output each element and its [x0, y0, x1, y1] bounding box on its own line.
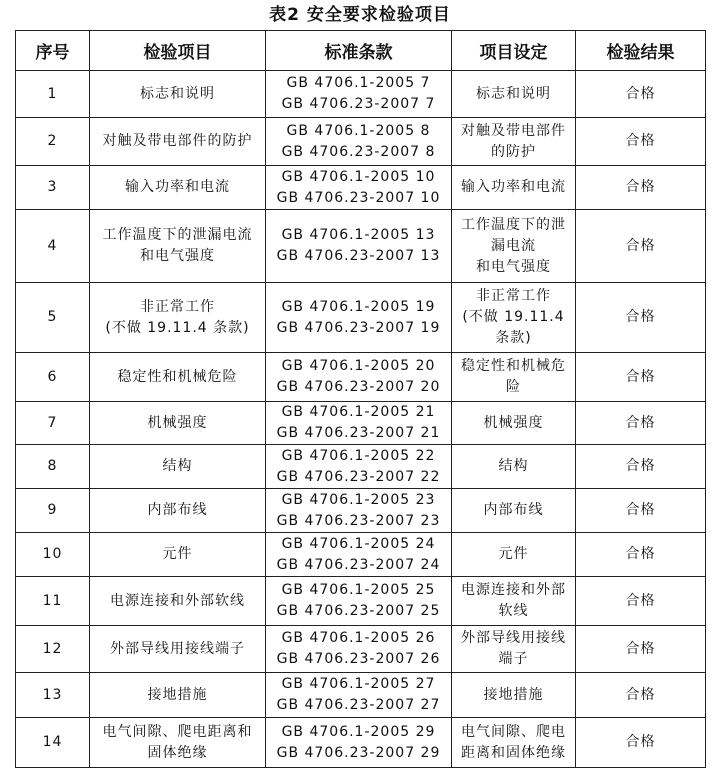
row-number: 7 — [16, 402, 90, 445]
row-setting: 工作温度下的泄漏电流 和电气强度 — [452, 210, 576, 283]
row-number: 13 — [16, 673, 90, 718]
row-standard: GB 4706.1-2005 19 GB 4706.23-2007 19 — [266, 283, 452, 353]
row-standard: GB 4706.1-2005 10 GB 4706.23-2007 10 — [266, 166, 452, 210]
row-standard: GB 4706.1-2005 26 GB 4706.23-2007 26 — [266, 626, 452, 673]
row-item: 电源连接和外部软线 — [90, 577, 266, 626]
row-standard: GB 4706.1-2005 20 GB 4706.23-2007 20 — [266, 353, 452, 402]
header-standard: 标准条款 — [266, 31, 452, 71]
row-setting: 电源连接和外部软线 — [452, 577, 576, 626]
row-standard: GB 4706.1-2005 25 GB 4706.23-2007 25 — [266, 577, 452, 626]
row-standard: GB 4706.1-2005 24 GB 4706.23-2007 24 — [266, 533, 452, 577]
row-item: 电气间隙、爬电距离和 固体绝缘 — [90, 718, 266, 768]
safety-requirements-table — [15, 30, 706, 768]
row-setting: 标志和说明 — [452, 71, 576, 118]
row-setting: 机械强度 — [452, 402, 576, 445]
table-title: 表2 安全要求检验项目 — [269, 5, 451, 25]
row-result: 合格 — [576, 402, 706, 445]
row-result: 合格 — [576, 673, 706, 718]
row-standard: GB 4706.1-2005 29 GB 4706.23-2007 29 — [266, 718, 452, 768]
table-row — [16, 489, 706, 533]
row-item: 结构 — [90, 445, 266, 489]
row-standard: GB 4706.1-2005 27 GB 4706.23-2007 27 — [266, 673, 452, 718]
table-row — [16, 673, 706, 718]
row-standard: GB 4706.1-2005 13 GB 4706.23-2007 13 — [266, 210, 452, 283]
row-result: 合格 — [576, 283, 706, 353]
row-result: 合格 — [576, 166, 706, 210]
header-no: 序号 — [16, 31, 90, 71]
row-setting: 非正常工作 (不做 19.11.4 条款) — [452, 283, 576, 353]
row-number: 12 — [16, 626, 90, 673]
row-standard: GB 4706.1-2005 7 GB 4706.23-2007 7 — [266, 71, 452, 118]
table-row — [16, 353, 706, 402]
header-result: 检验结果 — [576, 31, 706, 71]
row-item: 元件 — [90, 533, 266, 577]
row-setting: 元件 — [452, 533, 576, 577]
row-item: 对触及带电部件的防护 — [90, 118, 266, 166]
row-result: 合格 — [576, 626, 706, 673]
row-standard: GB 4706.1-2005 8 GB 4706.23-2007 8 — [266, 118, 452, 166]
row-number: 10 — [16, 533, 90, 577]
header-setting: 项目设定 — [452, 31, 576, 71]
table-row — [16, 445, 706, 489]
row-result: 合格 — [576, 71, 706, 118]
row-standard: GB 4706.1-2005 22 GB 4706.23-2007 22 — [266, 445, 452, 489]
row-number: 11 — [16, 577, 90, 626]
table-row — [16, 533, 706, 577]
header-row — [16, 31, 706, 71]
table-row — [16, 718, 706, 768]
row-setting: 结构 — [452, 445, 576, 489]
table-row — [16, 577, 706, 626]
header-item: 检验项目 — [90, 31, 266, 71]
row-number: 5 — [16, 283, 90, 353]
table-row — [16, 626, 706, 673]
row-standard: GB 4706.1-2005 21 GB 4706.23-2007 21 — [266, 402, 452, 445]
table-row — [16, 210, 706, 283]
row-item: 稳定性和机械危险 — [90, 353, 266, 402]
row-result: 合格 — [576, 210, 706, 283]
row-result: 合格 — [576, 353, 706, 402]
row-result: 合格 — [576, 533, 706, 577]
row-setting: 电气间隙、爬电 距离和固体绝缘 — [452, 718, 576, 768]
row-setting: 稳定性和机械危险 — [452, 353, 576, 402]
table-row — [16, 166, 706, 210]
row-number: 4 — [16, 210, 90, 283]
row-setting: 对触及带电部件的防护 — [452, 118, 576, 166]
row-result: 合格 — [576, 118, 706, 166]
row-number: 14 — [16, 718, 90, 768]
row-item: 标志和说明 — [90, 71, 266, 118]
row-setting: 内部布线 — [452, 489, 576, 533]
row-item: 接地措施 — [90, 673, 266, 718]
row-result: 合格 — [576, 577, 706, 626]
row-item: 机械强度 — [90, 402, 266, 445]
row-item: 内部布线 — [90, 489, 266, 533]
row-number: 2 — [16, 118, 90, 166]
row-item: 输入功率和电流 — [90, 166, 266, 210]
row-result: 合格 — [576, 718, 706, 768]
table-row — [16, 118, 706, 166]
row-item: 工作温度下的泄漏电流 和电气强度 — [90, 210, 266, 283]
table-row — [16, 71, 706, 118]
table-row — [16, 402, 706, 445]
row-number: 6 — [16, 353, 90, 402]
row-number: 9 — [16, 489, 90, 533]
row-item: 非正常工作 (不做 19.11.4 条款) — [90, 283, 266, 353]
row-setting: 接地措施 — [452, 673, 576, 718]
row-result: 合格 — [576, 489, 706, 533]
row-item: 外部导线用接线端子 — [90, 626, 266, 673]
row-setting: 外部导线用接线端子 — [452, 626, 576, 673]
row-standard: GB 4706.1-2005 23 GB 4706.23-2007 23 — [266, 489, 452, 533]
row-setting: 输入功率和电流 — [452, 166, 576, 210]
table-row — [16, 283, 706, 353]
row-number: 8 — [16, 445, 90, 489]
row-number: 1 — [16, 71, 90, 118]
row-result: 合格 — [576, 445, 706, 489]
row-number: 3 — [16, 166, 90, 210]
